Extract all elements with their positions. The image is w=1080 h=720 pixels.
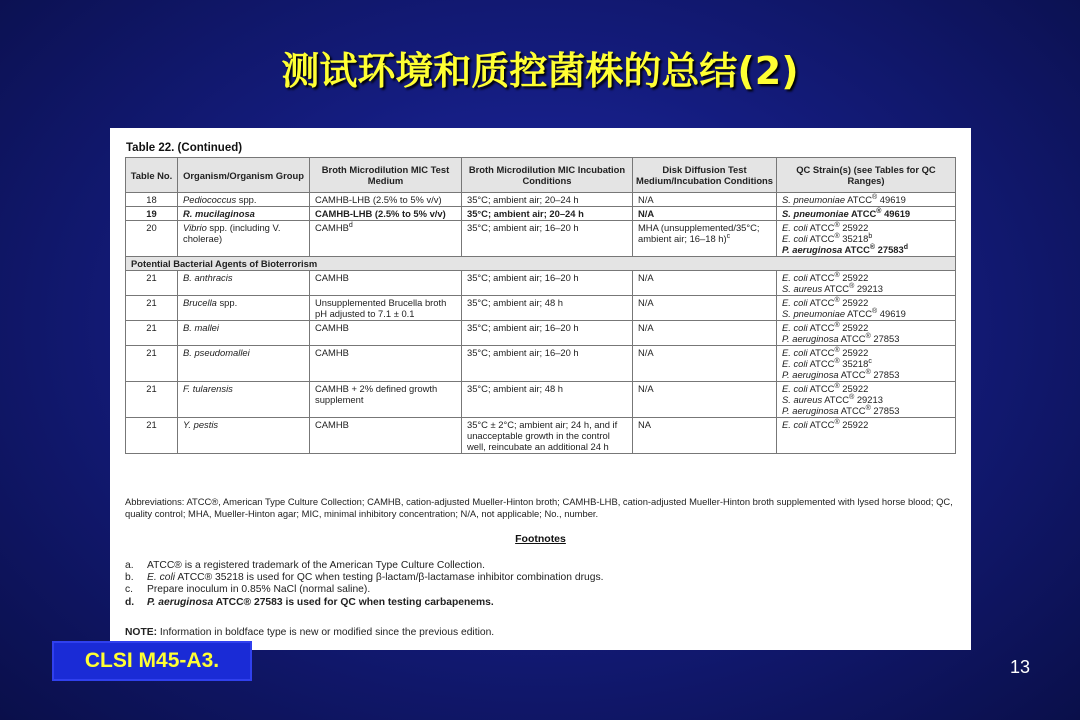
qc-number: 49619 (877, 308, 906, 319)
footnote-ref: c (868, 357, 872, 365)
cell-qc (777, 271, 956, 296)
section-label: Potential Bacterial Agents of Bioterrorism (126, 257, 956, 271)
cell-disk: N/A (633, 296, 777, 321)
qc-atcc: ATCC (807, 297, 835, 308)
table-caption: Table 22. (Continued) (126, 142, 243, 154)
qc-reg-mark: ® (876, 207, 882, 215)
qc-strain (782, 358, 950, 369)
footnote-text: Prepare inoculum in 0.85% NaCl (normal saline). (147, 584, 371, 596)
organism-name: F. tularensis (183, 383, 233, 394)
qc-number: 27853 (870, 369, 900, 380)
qc-organism: S. pneumoniae (782, 208, 849, 219)
qc-reg-mark: ® (865, 368, 871, 376)
page-number: 13 (1010, 657, 1031, 677)
cell-qc (777, 346, 956, 382)
qc-reg-mark: ® (872, 307, 878, 315)
qc-number: 25922 (839, 322, 869, 333)
qc-organism: E. coli (782, 358, 808, 369)
qc-number: 35218 (839, 358, 869, 369)
cell-organism (178, 271, 310, 296)
section-row (126, 257, 956, 271)
qc-number: 49619 (881, 208, 911, 219)
qc-organism: S. aureus (782, 394, 823, 405)
footnote-item (125, 584, 955, 596)
qc-number: 35218 (839, 233, 869, 244)
cell-qc (777, 321, 956, 346)
medium-text: CAMHB (315, 222, 349, 233)
cell-incubation: 35°C; ambient air; 48 h (462, 296, 633, 321)
qc-number: 29213 (854, 394, 883, 405)
qc-atcc: ATCC (807, 222, 835, 233)
cell-medium: CAMHB (310, 418, 462, 454)
qc-reg-mark: ® (872, 193, 878, 201)
footnote-text: ATCC® 35218 is used for QC when testing β-lactam/β-lactamase inhibitor combination drugs. (175, 572, 604, 584)
cell-qc (777, 193, 956, 207)
qc-number: 27583 (875, 244, 904, 255)
qc-strain (782, 322, 950, 333)
footnote-organism: E. coli (147, 572, 176, 584)
qc-organism: P. aeruginosa (782, 369, 839, 380)
note-text: Information in boldface type is new or modified since the previous edition. (157, 627, 495, 638)
header-incubation: Broth Microdilution MIC Incubation Conditions (462, 158, 633, 193)
organism-name: B. pseudomallei (183, 347, 250, 358)
cell-no: 20 (126, 221, 178, 257)
qc-organism: E. coli (782, 347, 808, 358)
footnote-letter: c. (125, 584, 134, 596)
cell-no: 21 (126, 321, 178, 346)
qc-number: 25922 (839, 222, 869, 233)
footnote-item (125, 572, 955, 584)
qc-organism: P. aeruginosa (782, 405, 839, 416)
abbreviations-note: Abbreviations: ATCC®, American Type Culture Collection; CAMHB, cation-adjusted Mueller-Hinton broth; CAMHB-LHB, cation-adjusted Mueller-Hinton broth supplemented with lysed horse blood; QC, quality control; MHA, Mueller-Hinton agar; MIC, minimal inhibitory concentration; N/A, not applicable; No., number. (125, 496, 953, 519)
cell-organism (178, 321, 310, 346)
footnote-ref: b (868, 232, 873, 240)
organism-name: Brucella (183, 297, 217, 308)
cell-incubation: 35°C; ambient air; 16–20 h (462, 321, 633, 346)
qc-strain (782, 333, 950, 344)
qc-number: 25922 (839, 297, 869, 308)
disk-text: MHA (unsupplemented/35°C; ambient air; 16–18 h) (638, 222, 760, 244)
header-test-medium: Broth Microdilution MIC Test Medium (310, 158, 462, 193)
table-row (126, 221, 956, 257)
qc-atcc: ATCC (845, 194, 872, 205)
cell-organism (178, 207, 310, 221)
cell-medium: Unsupplemented Brucella broth pH adjusted to 7.1 ± 0.1 (310, 296, 462, 321)
table-row (126, 418, 956, 454)
qc-atcc: ATCC (807, 272, 835, 283)
cell-incubation: 35°C; ambient air; 16–20 h (462, 346, 633, 382)
footnote-organism: P. aeruginosa (147, 596, 214, 608)
qc-number: 27853 (870, 405, 900, 416)
cell-no: 21 (126, 418, 178, 454)
qc-atcc: ATCC (807, 419, 835, 430)
slide-title: 测试环境和质控菌株的总结(2) (281, 49, 799, 93)
cell-qc (777, 207, 956, 221)
cell-medium: CAMHB-LHB (2.5% to 5% v/v) (310, 193, 462, 207)
cell-disk: N/A (633, 346, 777, 382)
cell-qc (777, 221, 956, 257)
organism-name: R. mucilaginosa (183, 208, 255, 219)
qc-strain (782, 222, 950, 233)
qc-atcc: ATCC (807, 322, 835, 333)
cell-disk (633, 221, 777, 257)
footnote-item (125, 560, 955, 572)
cell-incubation: 35°C; ambient air; 20–24 h (462, 207, 633, 221)
qc-strain (782, 383, 950, 394)
organism-name: Vibrio (183, 222, 207, 233)
organism-name: Y. pestis (183, 419, 219, 430)
cell-disk: N/A (633, 382, 777, 418)
qc-strain (782, 244, 950, 255)
organism-suffix: spp. (216, 297, 238, 308)
table-row (126, 346, 956, 382)
qc-organism: E. coli (782, 272, 808, 283)
cell-disk: NA (633, 418, 777, 454)
qc-reg-mark: ® (834, 321, 840, 329)
qc-reg-mark: ® (834, 418, 840, 426)
qc-atcc: ATCC (842, 244, 870, 255)
footnote-letter: d. (125, 596, 135, 608)
qc-strain (782, 297, 950, 308)
table-row (126, 193, 956, 207)
qc-number: 25922 (839, 272, 869, 283)
cell-organism (178, 193, 310, 207)
table-row (126, 321, 956, 346)
cell-incubation: 35°C; ambient air; 48 h (462, 382, 633, 418)
cell-disk: N/A (633, 207, 777, 221)
organism-name: B. mallei (183, 322, 219, 333)
footnotes-heading: Footnotes (515, 533, 566, 545)
source-badge: CLSI M45-A3. (52, 641, 252, 681)
organism-suffix: spp. (236, 194, 257, 205)
qc-reg-mark: ® (834, 346, 840, 354)
cell-qc (777, 296, 956, 321)
qc-reg-mark: ® (834, 221, 840, 229)
qc-strain (782, 283, 950, 294)
table-row (126, 207, 956, 221)
cell-no: 21 (126, 346, 178, 382)
qc-atcc: ATCC (848, 208, 877, 219)
qc-organism: P. aeruginosa (782, 333, 839, 344)
table-row (126, 296, 956, 321)
footnote-letter: b. (125, 572, 134, 584)
cell-medium (310, 221, 462, 257)
header-organism: Organism/Organism Group (178, 158, 310, 193)
qc-number: 25922 (839, 347, 869, 358)
qc-strain (782, 419, 950, 430)
qc-reg-mark: ® (849, 393, 855, 401)
footnote-ref: d (348, 221, 353, 229)
cell-incubation: 35°C; ambient air; 20–24 h (462, 193, 633, 207)
cell-medium: CAMHB (310, 271, 462, 296)
qc-organism: E. coli (782, 222, 808, 233)
qc-atcc: ATCC (838, 405, 866, 416)
cell-organism (178, 221, 310, 257)
cell-no: 18 (126, 193, 178, 207)
cell-organism (178, 418, 310, 454)
qc-organism: S. pneumoniae (782, 308, 846, 319)
qc-organism: P. aeruginosa (782, 244, 843, 255)
qc-reg-mark: ® (865, 332, 871, 340)
qc-organism: S. aureus (782, 283, 823, 294)
cell-medium: CAMHB (310, 321, 462, 346)
footnote-text: ATCC® 27583 is used for QC when testing carbapenems. (213, 596, 494, 608)
qc-organism: E. coli (782, 383, 808, 394)
cell-incubation: 35°C ± 2°C; ambient air; 24 h, and if unacceptable growth in the control well, reincubate an additional 24 h (462, 418, 633, 454)
qc-atcc: ATCC (807, 358, 835, 369)
qc-number: 49619 (877, 194, 906, 205)
cell-qc (777, 418, 956, 454)
qc-atcc: ATCC (838, 333, 866, 344)
cell-no: 19 (126, 207, 178, 221)
cell-incubation: 35°C; ambient air; 16–20 h (462, 271, 633, 296)
table-header-row (126, 158, 956, 193)
qc-strain (782, 369, 950, 380)
cell-organism (178, 382, 310, 418)
cell-medium: CAMHB-LHB (2.5% to 5% v/v) (310, 207, 462, 221)
table-row (126, 382, 956, 418)
table-row (126, 271, 956, 296)
qc-reg-mark: ® (865, 404, 871, 412)
qc-number: 27853 (870, 333, 900, 344)
note-label: NOTE: (125, 627, 158, 638)
cell-incubation: 35°C; ambient air; 16–20 h (462, 221, 633, 257)
qc-organism: E. coli (782, 322, 808, 333)
edition-note (125, 627, 494, 638)
cell-qc (777, 382, 956, 418)
cell-medium: CAMHB (310, 346, 462, 382)
header-qc-strains: QC Strain(s) (see Tables for QC Ranges) (777, 158, 956, 193)
footnote-text: ATCC® is a registered trademark of the American Type Culture Collection. (147, 560, 485, 571)
qc-reg-mark: ® (834, 382, 840, 390)
organism-name: B. anthracis (183, 272, 233, 283)
qc-atcc: ATCC (807, 347, 835, 358)
qc-atcc: ATCC (845, 308, 872, 319)
qc-strain (782, 347, 950, 358)
cell-disk: N/A (633, 321, 777, 346)
cell-disk: N/A (633, 271, 777, 296)
qc-strain (782, 233, 950, 244)
qc-atcc: ATCC (807, 383, 835, 394)
qc-strain (782, 394, 950, 405)
qc-reg-mark: ® (834, 296, 840, 304)
qc-number: 25922 (839, 383, 869, 394)
qc-reg-mark: ® (834, 232, 840, 240)
qc-reg-mark: ® (869, 243, 876, 251)
cell-no: 21 (126, 271, 178, 296)
qc-organism: E. coli (782, 233, 808, 244)
qc-reg-mark: ® (834, 357, 840, 365)
qc-strain (782, 308, 950, 319)
qc-atcc: ATCC (807, 233, 835, 244)
qc-atcc: ATCC (822, 283, 850, 294)
qc-strain (782, 272, 950, 283)
footnotes-list (125, 560, 955, 609)
cell-no: 21 (126, 296, 178, 321)
cell-medium: CAMHB + 2% defined growth supplement (310, 382, 462, 418)
qc-atcc: ATCC (822, 394, 850, 405)
cell-organism (178, 346, 310, 382)
footnote-ref: d (903, 243, 909, 251)
footnote-ref: c (726, 232, 731, 240)
qc-reg-mark: ® (834, 271, 840, 279)
cell-disk: N/A (633, 193, 777, 207)
header-table-no: Table No. (126, 158, 178, 193)
qc-organism: S. pneumoniae (782, 194, 846, 205)
qc-reg-mark: ® (849, 282, 855, 290)
cell-no: 21 (126, 382, 178, 418)
organism-name: Pediococcus (183, 194, 237, 205)
qc-organism: E. coli (782, 297, 808, 308)
qc-number: 25922 (839, 419, 869, 430)
qc-atcc: ATCC (838, 369, 866, 380)
footnote-letter: a. (125, 560, 134, 571)
qc-number: 29213 (854, 283, 883, 294)
footnote-item (125, 597, 955, 609)
header-disk-diffusion: Disk Diffusion Test Medium/Incubation Conditions (633, 158, 777, 193)
qc-table (125, 157, 956, 454)
qc-strain (782, 405, 950, 416)
cell-organism (178, 296, 310, 321)
document-scan (110, 128, 971, 650)
qc-organism: E. coli (782, 419, 808, 430)
qc-strain (782, 208, 950, 219)
qc-strain (782, 194, 950, 205)
organism-suffix: spp. (including V. cholerae) (183, 222, 281, 244)
